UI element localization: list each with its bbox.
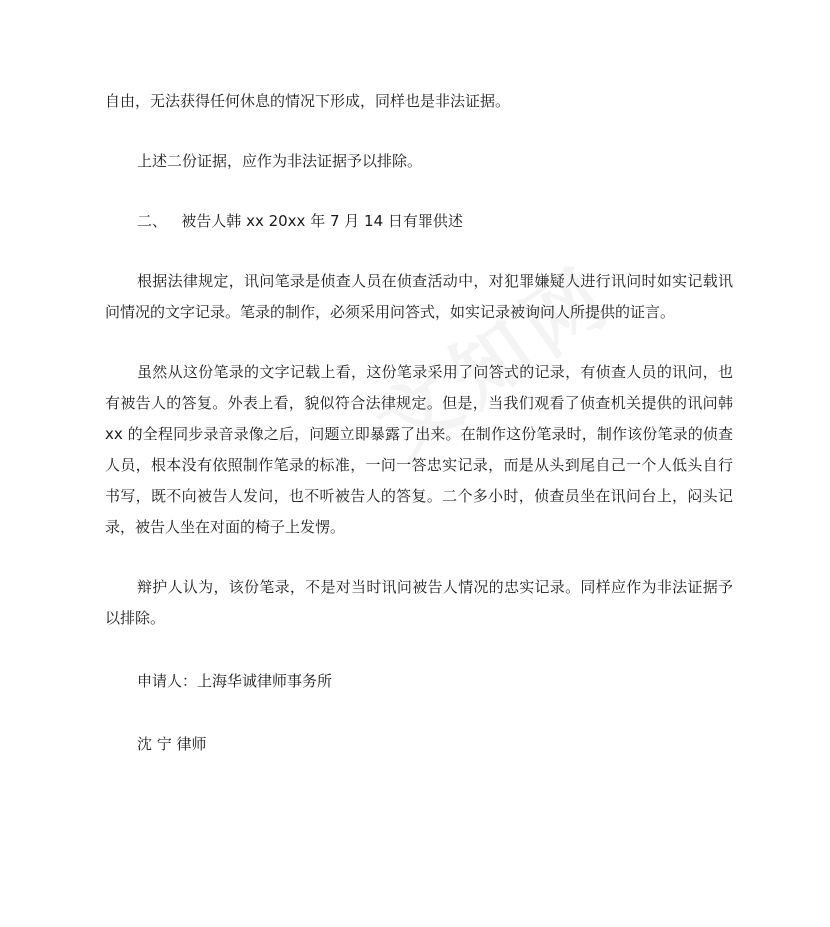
paragraph-argument: 虽然从这份笔录的文字记载上看，这份笔录采用了问答式的记录，有侦查人员的讯问，也有被告人的答复。外表上看，貌似符合法律规定。但是，当我们观看了侦查机关提供的讯问韩 xx 的全程同步录音录像之后，问题立即暴露了出来。在制作这份笔录时，制作该份笔录的侦查人员，根本没有依照制作笔录的标准，一问一答忠实记录，而是从头到尾自己一个人低头自行书写，既不向被告人发问，也不听被告人的答复。二个多小时，侦查员坐在讯问台上，闷头记录，被告人坐在对面的椅子上发愣。 xyxy=(105,363,733,536)
signature-lawyer: 沈 宁 律师 xyxy=(137,735,207,753)
paragraph-continuation: 自由，无法获得任何休息的情况下形成，同样也是非法证据。 xyxy=(105,92,511,110)
paragraph-legal-basis: 根据法律规定，讯问笔录是侦查人员在侦查活动中，对犯罪嫌疑人进行讯问时如实记载讯问情况的文字记录。笔录的制作，必须采用问答式，如实记录被询问人所提供的证言。 xyxy=(105,272,733,321)
paragraph-conclusion: 上述二份证据，应作为非法证据予以排除。 xyxy=(137,152,423,170)
paragraph-opinion: 辩护人认为，该份笔录，不是对当时讯问被告人情况的忠实记录。同样应作为非法证据予以排除。 xyxy=(105,578,733,627)
section-heading: 二、 被告人韩 xx 20xx 年 7 月 14 日有罪供述 xyxy=(137,212,463,230)
document-body xyxy=(105,86,733,760)
signature-applicant: 申请人：上海华诚律师事务所 xyxy=(137,672,333,690)
